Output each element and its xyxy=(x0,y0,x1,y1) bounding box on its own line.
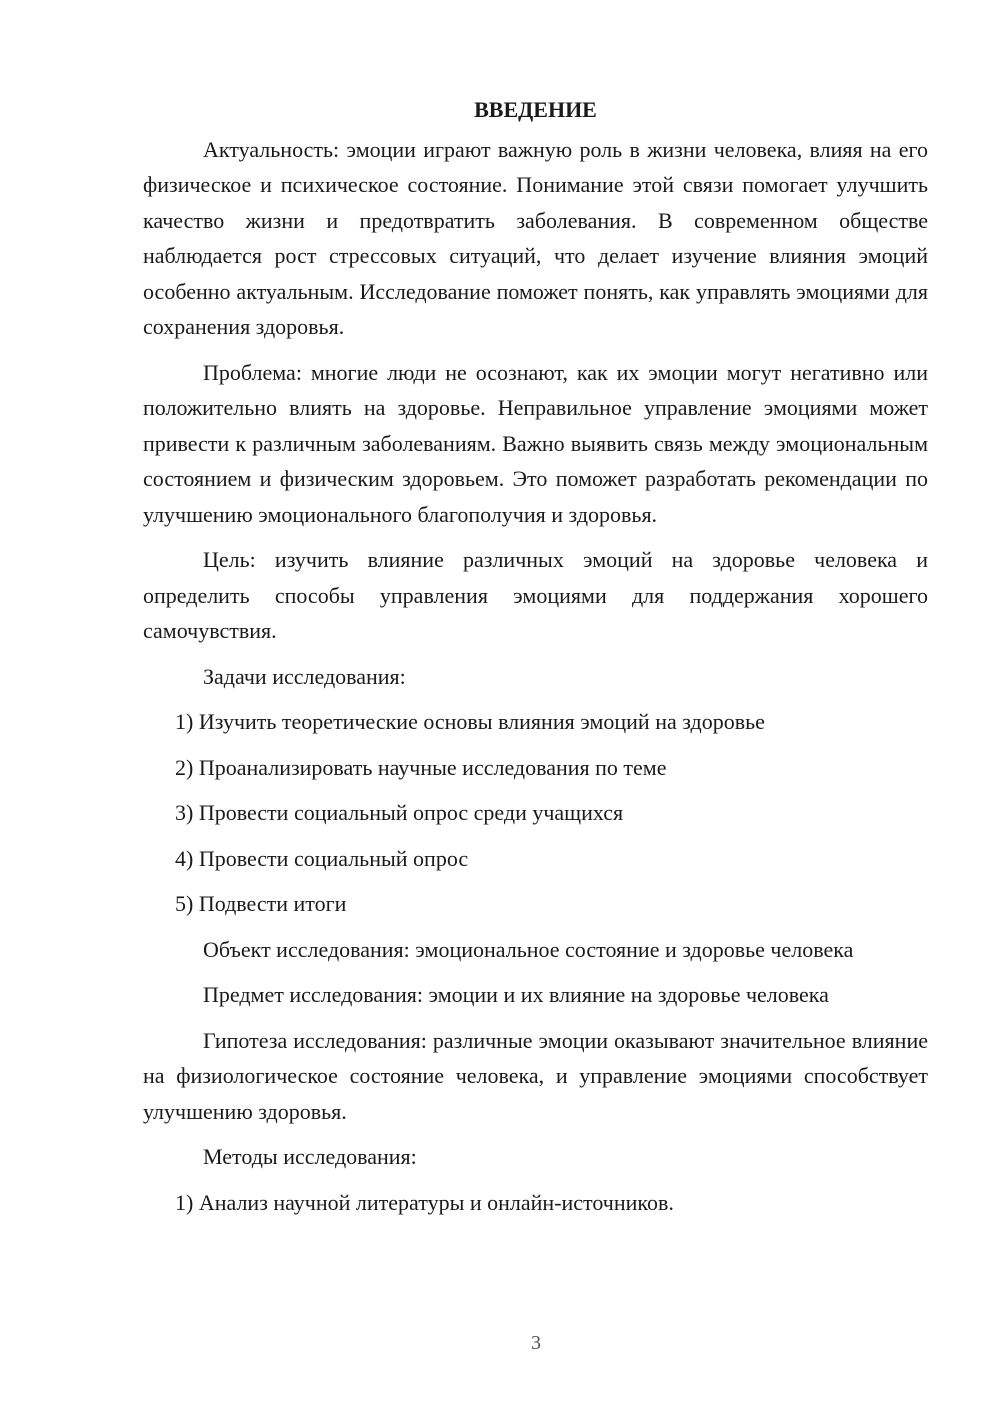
task-item: 4) Провести социальный опрос xyxy=(175,845,469,871)
task-item: 5) Подвести итоги xyxy=(175,891,347,916)
task-item: 2) Проанализировать научные исследования по теме xyxy=(175,754,667,780)
object-paragraph: Объект исследования: эмоциональное состояние и здоровье человека xyxy=(203,936,854,962)
task-item: 3) Провести социальный опрос среди учащихся xyxy=(175,800,624,825)
methods-title: Методы исследования: xyxy=(203,1144,417,1169)
problem-paragraph: Проблема: многие люди не осознают, как их эмоции могут негативно или положительно влиять на здоровье. Неправильное управление эмоциями может привести к различным заболеваниям. Важно выявить связь между эмоциональным состоянием и физическим здоровьем. Это поможет разработать рекомендации по улучшению эмоционального благополучия и здоровья. xyxy=(143,359,928,527)
task-item: 1) Изучить теоретические основы влияния эмоций на здоровье xyxy=(175,709,765,734)
document-page xyxy=(143,92,928,1230)
relevance-paragraph: Актуальность: эмоции играют важную роль в жизни человека, влияя на его физическое и психическое состояние. Понимание этой связи помогает улучшить качество жизни и предотвратить заболевания. В современном обществе наблюдается рост стрессовых ситуаций, что делает изучение влияния эмоций особенно актуальным. Исследование поможет понять, как управлять эмоциями для сохранения здоровья. xyxy=(143,136,928,339)
tasks-title: Задачи исследования: xyxy=(203,663,406,689)
subject-paragraph: Предмет исследования: эмоции и их влияние на здоровье человека xyxy=(203,982,829,1007)
section-heading: ВВЕДЕНИЕ xyxy=(474,97,597,122)
page-number: 3 xyxy=(531,1332,541,1354)
hypothesis-paragraph: Гипотеза исследования: различные эмоции оказывают значительное влияние на физиологическое состояние человека, и управление эмоциями способствует улучшению здоровья. xyxy=(143,1027,928,1124)
goal-paragraph: Цель: изучить влияние различных эмоций на здоровье человека и определить способы управления эмоциями для поддержания хорошего самочувствия. xyxy=(143,547,928,643)
method-item: 1) Анализ научной литературы и онлайн-источников. xyxy=(175,1189,674,1215)
